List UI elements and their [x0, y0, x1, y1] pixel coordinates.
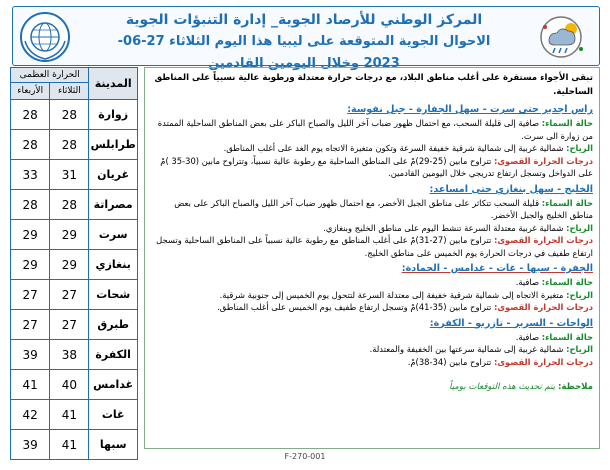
tuesday-temp-cell: 28: [50, 190, 89, 220]
region-title-south: الجفرة - سبها - غات - غدامس - الحمادة:: [401, 263, 593, 274]
tuesday-temp-cell: 29: [50, 250, 89, 280]
wmo-logo-icon: [19, 11, 71, 63]
temp-text: تتراوح مابين (25-29)مْ على المناطق الساحلية مع رطوبة عالية نسبياً، وتتراوح مابين (30-35 )مْ على الدواخل وتسجل ارتفاع تدريجي خلال اليومين القادمين.: [160, 155, 593, 178]
region-west-wind: [151, 142, 593, 155]
wednesday-temp-cell: 29: [11, 220, 50, 250]
wednesday-column-header: الأربعاء: [11, 83, 50, 100]
city-name-cell: طبرق: [89, 310, 138, 340]
tuesday-temp-cell: 28: [50, 130, 89, 160]
city-name-cell: بنغازي: [89, 250, 138, 280]
city-name-cell: غات: [89, 400, 138, 430]
wednesday-temp-cell: 28: [11, 100, 50, 130]
note-label: ملاحظة:: [557, 382, 593, 392]
header-banner: [12, 6, 600, 71]
tuesday-temp-cell: 29: [50, 220, 89, 250]
wind-text: شمالية غربية معتدلة السرعة تنشط اليوم على مناطق الخليج وبنغازي.: [323, 222, 564, 233]
region-south-temp: [151, 301, 593, 314]
table-row: [11, 280, 138, 310]
region-oases-wind: [151, 343, 593, 356]
wednesday-temp-cell: 27: [11, 280, 50, 310]
wind-label: الرياح:: [566, 222, 593, 233]
wednesday-temp-cell: 39: [11, 430, 50, 460]
region-gulf-wind: [151, 222, 593, 235]
temp-label: درجات الحرارة القصوى:: [493, 235, 593, 245]
temp-text: تتراوح مابين (34-38)مْ.: [407, 356, 492, 367]
table-row: [11, 370, 138, 400]
city-name-cell: الكفرة: [89, 340, 138, 370]
tuesday-temp-cell: 41: [50, 430, 89, 460]
sky-label: حالة السماء:: [541, 197, 593, 208]
temp-label: درجات الحرارة القصوى:: [493, 356, 593, 367]
sky-label: حالة السماء:: [541, 331, 593, 342]
region-south-sky: [151, 276, 593, 289]
city-column-header: المدينة: [89, 68, 138, 100]
page-subtitle: الاحوال الجوية المتوقعة على ليبيا هذا اليوم الثلاثاء 27-06- 2023 وخلال اليومين القادمين: [117, 34, 491, 71]
tuesday-temp-cell: 40: [50, 370, 89, 400]
region-oases-sky: [151, 331, 593, 344]
wednesday-temp-cell: 27: [11, 310, 50, 340]
weather-center-logo-icon: [537, 13, 593, 61]
city-name-cell: سبها: [89, 430, 138, 460]
wind-text: شمالية غربية إلى شمالية شرقية خفيفة السرعة وتكون متغيرة الاتجاه يوم الغد على أغلب المناطق.: [223, 143, 564, 153]
city-name-cell: شحات: [89, 280, 138, 310]
table-row: [11, 340, 138, 370]
tuesday-temp-cell: 28: [50, 100, 89, 130]
wednesday-temp-cell: 28: [11, 130, 50, 160]
forecast-content: [144, 67, 600, 449]
temperature-table-container: [10, 67, 138, 460]
region-gulf-temp: [151, 234, 593, 259]
tuesday-temp-cell: 41: [50, 400, 89, 430]
table-row: [11, 250, 138, 280]
tuesday-temp-cell: 27: [50, 310, 89, 340]
sky-label: حالة السماء:: [541, 277, 593, 287]
sky-text: صافية.: [515, 277, 540, 287]
page-title: المركز الوطني للأرصاد الجوية_ إدارة التنبؤات الجوية: [125, 12, 483, 28]
tuesday-column-header: الثلاثاء: [50, 83, 89, 100]
region-title-gulf: الخليج - سهل بنغازي حتى امساعد:: [429, 183, 593, 195]
region-west-sky: [151, 117, 593, 142]
sky-text: صافية إلى قليلة السحب، مع احتمال ظهور ضباب آخر الليل والصباح الباكر على بعض المناطق الساحلية الممتدة من زوارة الى سرت.: [157, 118, 593, 141]
table-row: [11, 190, 138, 220]
note-text: يتم تحديث هذه التوقعات يومياً: [449, 382, 556, 392]
table-row: [11, 310, 138, 340]
wind-label: الرياح:: [566, 344, 593, 354]
region-title-oases: الواحات - السرير - تازربو - الكفرة:: [429, 317, 593, 329]
wednesday-temp-cell: 41: [11, 370, 50, 400]
region-oases-temp: [151, 356, 593, 369]
table-row: [11, 100, 138, 130]
temp-text: تتراوح مابين (35-41)مْ وتسجل ارتفاع طفيف يوم الخميس على أغلب المناطق.: [217, 302, 492, 312]
city-name-cell: مصراتة: [89, 190, 138, 220]
city-name-cell: غدامس: [89, 370, 138, 400]
wednesday-temp-cell: 28: [11, 190, 50, 220]
sky-text: صافية.: [515, 331, 540, 342]
wind-text: شمالية غربية إلى شمالية سرعتها بين الخفيفة والمعتدلة.: [369, 344, 564, 354]
wednesday-temp-cell: 39: [11, 340, 50, 370]
city-name-cell: زوارة: [89, 100, 138, 130]
wind-label: الرياح:: [566, 289, 593, 300]
temp-text: تتراوح مابين (27-31)مْ على أغلب المناطق مع رطوبة عالية نسبياً على المناطق الساحلية وتسجل ارتفاع طفيف في درجات الحرارة يوم الخميس على مناطق الخليج.: [156, 235, 593, 258]
form-code: F-270-001: [284, 452, 326, 461]
region-gulf-sky: [151, 197, 593, 222]
temp-label: درجات الحرارة القصوى:: [493, 302, 593, 312]
table-row: [11, 160, 138, 190]
wednesday-temp-cell: 33: [11, 160, 50, 190]
sky-text: قليلة السحب تتكاثر على مناطق الجبل الأخضر، مع احتمال ظهور ضباب آخر الليل والصباح الباكر على بعض مناطق الخليج والجبل الأخضر.: [174, 197, 593, 220]
wednesday-temp-cell: 42: [11, 400, 50, 430]
max-temp-group-header: الحرارة العظمى: [11, 68, 89, 83]
city-name-cell: غريان: [89, 160, 138, 190]
tuesday-temp-cell: 31: [50, 160, 89, 190]
update-note: [151, 382, 593, 392]
wind-label: الرياح:: [566, 143, 593, 153]
temp-label: درجات الحرارة القصوى:: [493, 155, 593, 166]
tuesday-temp-cell: 38: [50, 340, 89, 370]
max-temperature-table: [10, 67, 138, 460]
city-name-cell: سرت: [89, 220, 138, 250]
table-row: [11, 400, 138, 430]
region-title-west: راس اجدير حتى سرت - سهل الجفارة - جبل نفوسة:: [347, 104, 593, 115]
table-row: [11, 220, 138, 250]
forecast-intro: تبقى الأجواء مستقرة على أغلب مناطق البلاد، مع درجات حرارة معتدلة ورطوبة عالية نسبياً على المناطق الساحلية.: [154, 73, 593, 97]
region-west-temp: [151, 155, 593, 180]
header-titles: [101, 9, 507, 75]
city-name-cell: طرابلس: [89, 130, 138, 160]
wednesday-temp-cell: 29: [11, 250, 50, 280]
tuesday-temp-cell: 27: [50, 280, 89, 310]
sky-label: حالة السماء:: [541, 118, 593, 128]
wind-text: متغيرة الاتجاه إلى شمالية شرقية خفيفة إلى معتدلة السرعة لتتحول يوم الخميس إلى جنوبية شرقية.: [219, 289, 564, 300]
table-body: [11, 100, 138, 460]
region-south-wind: [151, 289, 593, 302]
table-row: [11, 130, 138, 160]
